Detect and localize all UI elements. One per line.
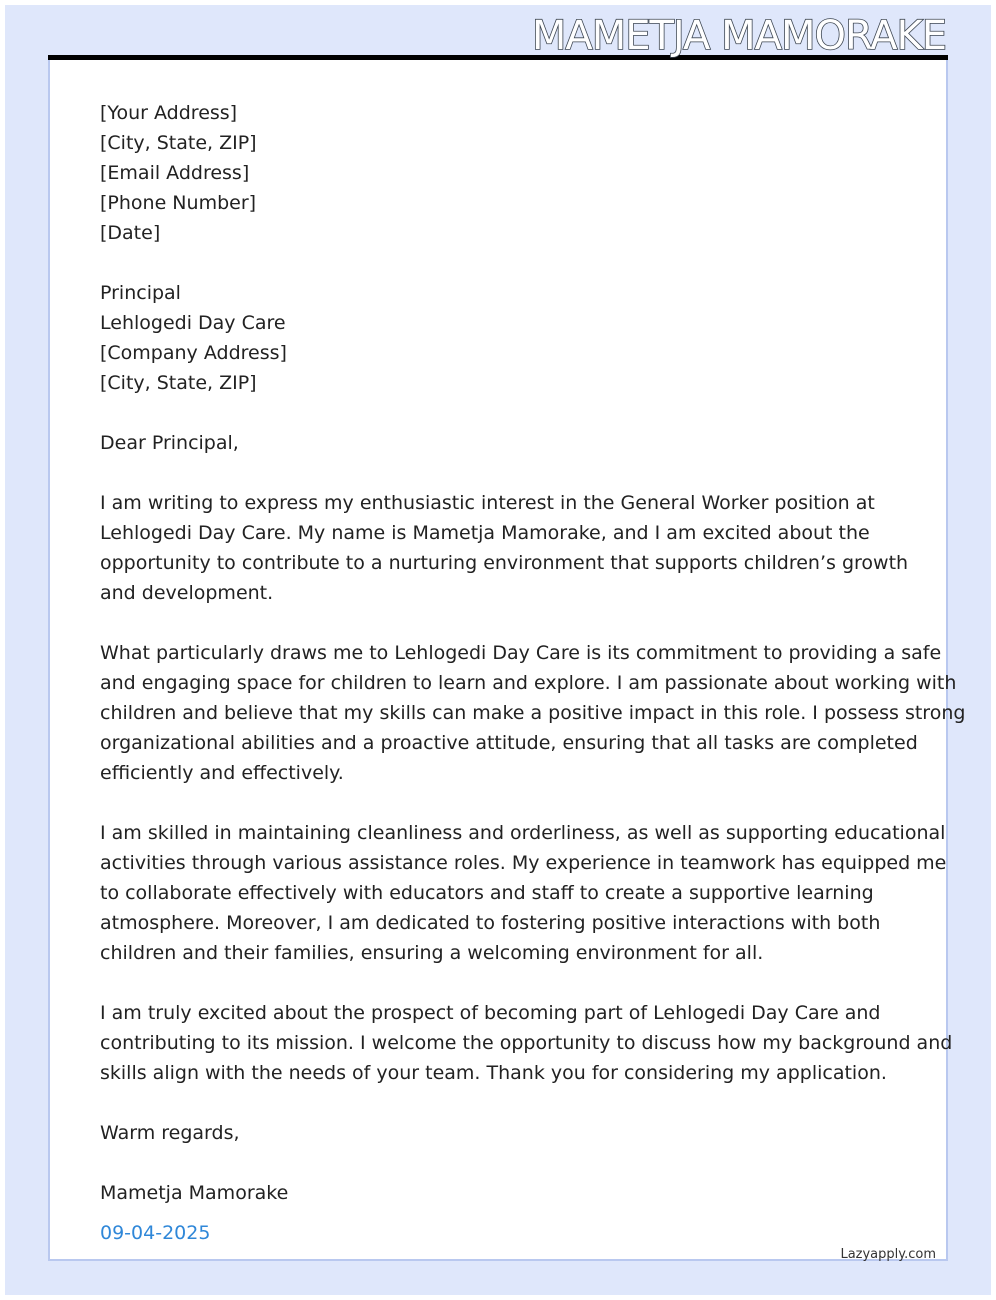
sender-email: [Email Address] bbox=[100, 162, 250, 184]
paragraph-3 bbox=[100, 818, 947, 968]
paragraph-line: atmosphere. Moreover, I am dedicated to fostering positive interactions with both bbox=[100, 912, 881, 934]
closing: Warm regards, bbox=[100, 1122, 240, 1144]
spacer bbox=[100, 1148, 900, 1178]
paragraph-line: opportunity to contribute to a nurturing environment that supports children’s growth bbox=[100, 552, 909, 574]
sender-phone: [Phone Number] bbox=[100, 192, 257, 214]
paragraph-line: and development. bbox=[100, 582, 274, 604]
paragraph-line: I am skilled in maintaining cleanliness and orderliness, as well as supporting educational bbox=[100, 822, 946, 844]
paragraph-line: organizational abilities and a proactive attitude, ensuring that all tasks are completed bbox=[100, 732, 918, 754]
paragraph-1 bbox=[100, 488, 909, 608]
paragraph-line: and engaging space for children to learn and explore. I am passionate about working with bbox=[100, 672, 957, 694]
sender-city-state-zip: [City, State, ZIP] bbox=[100, 132, 257, 154]
header-name: MAMETJA MAMORAKE bbox=[531, 13, 946, 59]
paragraph-line: children and believe that my skills can make a positive impact in this role. I possess strong bbox=[100, 702, 966, 724]
paragraph-line: efficiently and effectively. bbox=[100, 762, 344, 784]
salutation: Dear Principal, bbox=[100, 432, 239, 454]
recipient-city-state-zip: [City, State, ZIP] bbox=[100, 372, 257, 394]
paragraph-4 bbox=[100, 998, 953, 1088]
spacer bbox=[100, 398, 900, 428]
paragraph-line: What particularly draws me to Lehlogedi Day Care is its commitment to providing a safe bbox=[100, 642, 942, 664]
recipient-company: Lehlogedi Day Care bbox=[100, 312, 286, 334]
paragraph-line: children and their families, ensuring a welcoming environment for all. bbox=[100, 942, 764, 964]
signed-date: 09-04-2025 bbox=[100, 1222, 211, 1244]
sender-date: [Date] bbox=[100, 222, 161, 244]
spacer bbox=[100, 1088, 900, 1118]
spacer bbox=[100, 248, 900, 278]
recipient-title: Principal bbox=[100, 282, 181, 304]
paragraph-line: I am writing to express my enthusiastic interest in the General Worker position at bbox=[100, 492, 875, 514]
spacer bbox=[100, 968, 900, 998]
recipient-block bbox=[100, 278, 900, 398]
sender-block bbox=[100, 98, 900, 248]
paragraph-line: I am truly excited about the prospect of becoming part of Lehlogedi Day Care and bbox=[100, 1002, 881, 1024]
signature: Mametja Mamorake bbox=[100, 1182, 289, 1204]
paragraph-line: to collaborate effectively with educators and staff to create a supportive learning bbox=[100, 882, 874, 904]
footer-brand: Lazyapply.com bbox=[840, 1247, 936, 1262]
paragraph-line: skills align with the needs of your team. Thank you for considering my application. bbox=[100, 1062, 887, 1084]
paragraph-line: Lehlogedi Day Care. My name is Mametja Mamorake, and I am excited about the bbox=[100, 522, 870, 544]
paragraph-line: contributing to its mission. I welcome the opportunity to discuss how my background and bbox=[100, 1032, 953, 1054]
spacer bbox=[100, 458, 900, 488]
spacer bbox=[100, 788, 900, 818]
letter-body bbox=[100, 98, 966, 1208]
paragraph-line: activities through various assistance roles. My experience in teamwork has equipped me bbox=[100, 852, 947, 874]
sender-address: [Your Address] bbox=[100, 102, 238, 124]
spacer bbox=[100, 608, 900, 638]
recipient-address: [Company Address] bbox=[100, 342, 287, 364]
paragraph-2 bbox=[100, 638, 966, 788]
